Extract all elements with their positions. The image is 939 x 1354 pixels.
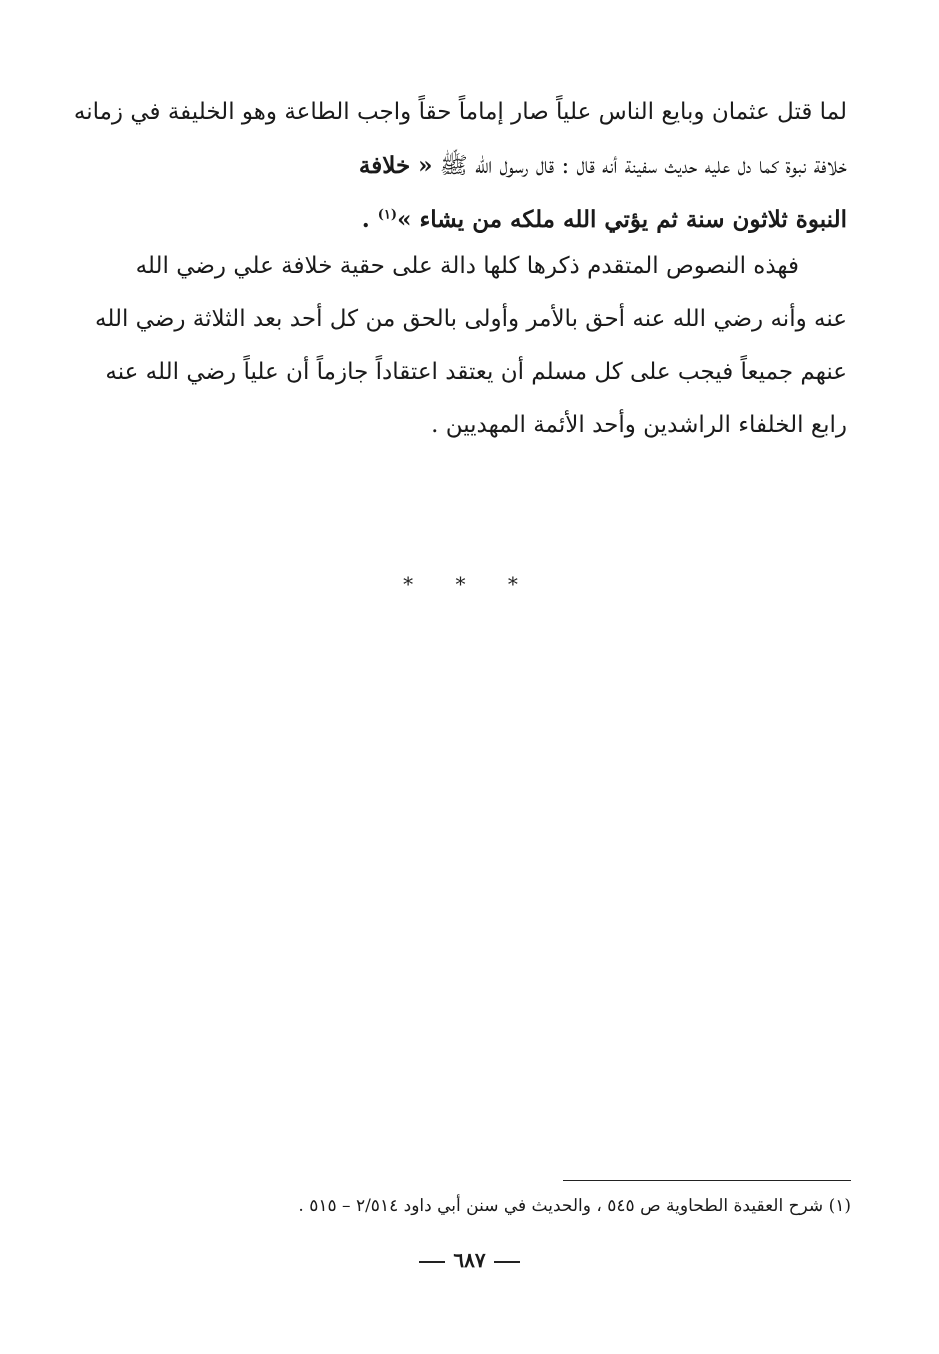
paragraph2-line3: عنهم جميعاً فيجب على كل مسلم أن يعتقد اعتقاداً جازماً أن علياً رضي الله عنه <box>105 359 847 385</box>
paragraph1-line2 <box>151 139 847 193</box>
paragraph1-line3 <box>151 193 847 246</box>
page-number <box>0 1248 939 1272</box>
paragraph-conclusion <box>95 240 847 452</box>
sentence-end: . <box>361 206 370 233</box>
footnote: (١) شرح العقيدة الطحاوية ص ٥٤٥ ، والحديث في سنن أبي داود ٢/٥١٤ – ٥١٥ . <box>298 1196 851 1216</box>
paragraph-caliphate-of-ali <box>73 86 847 246</box>
hadith-quote-start: « خلافة <box>358 152 433 179</box>
page-number-dash-right <box>494 1261 520 1263</box>
paragraph1-line1: لما قتل عثمان وبايع الناس علياً صار إماماً حقاً واجب الطاعة وهو الخليفة في زمانه <box>73 99 847 125</box>
paragraph2-line1: فهذه النصوص المتقدم ذكرها كلها دالة على حقية خلافة علي رضي الله <box>135 253 799 279</box>
section-separator: * * * <box>403 572 536 596</box>
page-number-dash-left <box>419 1261 445 1263</box>
page-number-value: ٦٨٧ <box>453 1248 486 1272</box>
footnote-divider <box>563 1180 851 1181</box>
paragraph2-line2: عنه وأنه رضي الله عنه أحق بالأمر وأولى بالحق من كل أحد بعد الثلاثة رضي الله <box>95 306 847 332</box>
footnote-reference: (١) <box>377 207 398 223</box>
paragraph1-line2-text: خلافة نبوة كما دل عليه حديث سفينة أنه قال : قال رسول الله ﷺ <box>439 153 847 179</box>
paragraph2-line4: رابع الخلفاء الراشدين وأحد الأئمة المهديين . <box>431 412 847 438</box>
hadith-quote-text: النبوة ثلاثون سنة ثم يؤتي الله ملكه من يشاء » <box>397 206 847 233</box>
